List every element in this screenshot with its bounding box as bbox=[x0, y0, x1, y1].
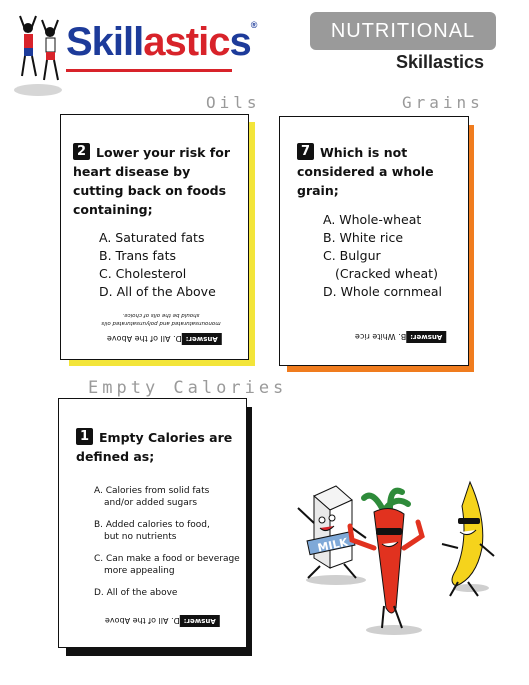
option: A. Saturated fats bbox=[99, 230, 205, 245]
question: 7 Which is not considered a whole grain; bbox=[297, 144, 434, 198]
options-list bbox=[94, 485, 240, 599]
answer-text: D. All of the Above bbox=[105, 616, 180, 626]
question-card-empty-calories bbox=[58, 398, 247, 648]
answer-strip bbox=[105, 615, 224, 627]
option: A. Calories from solid fats bbox=[94, 486, 210, 496]
milk-label: MILK bbox=[316, 535, 350, 555]
option: C. Bulgur bbox=[323, 248, 381, 263]
option: B. Trans fats bbox=[99, 248, 177, 263]
category-empty-calories: Empty Calories bbox=[88, 378, 288, 398]
question-card-oils bbox=[60, 114, 249, 360]
carrot-icon bbox=[350, 491, 422, 628]
category-grains: Grains bbox=[402, 93, 484, 112]
logo-underline bbox=[66, 69, 232, 72]
answer-strip bbox=[107, 333, 226, 345]
answer-tag: Answer: bbox=[406, 331, 446, 343]
answer-tag: Answer: bbox=[180, 615, 220, 627]
option: D. All of the Above bbox=[99, 284, 216, 299]
answer-strip bbox=[355, 331, 450, 343]
brand-subtitle: Skillastics bbox=[396, 52, 485, 72]
options-list bbox=[99, 229, 216, 301]
option: A. Whole-wheat bbox=[323, 212, 422, 227]
option: B. Added calories to food, bbox=[94, 520, 210, 530]
option: D. All of the above bbox=[94, 588, 178, 598]
option: D. Whole cornmeal bbox=[323, 284, 443, 299]
question: 1 Empty Calories are defined as; bbox=[76, 429, 233, 464]
option: B. White rice bbox=[323, 230, 404, 245]
answer-text: D. All of the Above bbox=[107, 334, 182, 344]
question: 2 Lower your risk for heart disease by cutting back on foods containing; bbox=[73, 144, 230, 217]
banana-icon bbox=[442, 482, 494, 596]
kids-logo-icon bbox=[10, 10, 70, 100]
question-number: 7 bbox=[297, 143, 314, 160]
option: C. Cholesterol bbox=[99, 266, 187, 281]
question-number: 2 bbox=[73, 143, 90, 160]
answer-note: monounsaturated and polyunsaturated oils should be the oils of choice. bbox=[101, 312, 221, 326]
answer-tag: Answer: bbox=[182, 333, 222, 345]
option: but no nutrients bbox=[104, 532, 177, 542]
options-list bbox=[323, 211, 442, 301]
category-oils: Oils bbox=[206, 93, 261, 112]
food-characters-illustration bbox=[286, 478, 498, 638]
option: C. Can make a food or beverage bbox=[94, 554, 240, 564]
option: and/or added sugars bbox=[104, 498, 198, 508]
question-card-grains bbox=[279, 116, 469, 366]
milk-carton-icon bbox=[298, 486, 366, 578]
skillastics-logo: Skillastics® bbox=[66, 20, 257, 64]
question-number: 1 bbox=[76, 428, 93, 445]
nutritional-badge: NUTRITIONAL bbox=[310, 12, 496, 50]
answer-text: B. White rice bbox=[355, 332, 407, 342]
option: more appealing bbox=[104, 566, 175, 576]
option: (Cracked wheat) bbox=[335, 266, 438, 281]
